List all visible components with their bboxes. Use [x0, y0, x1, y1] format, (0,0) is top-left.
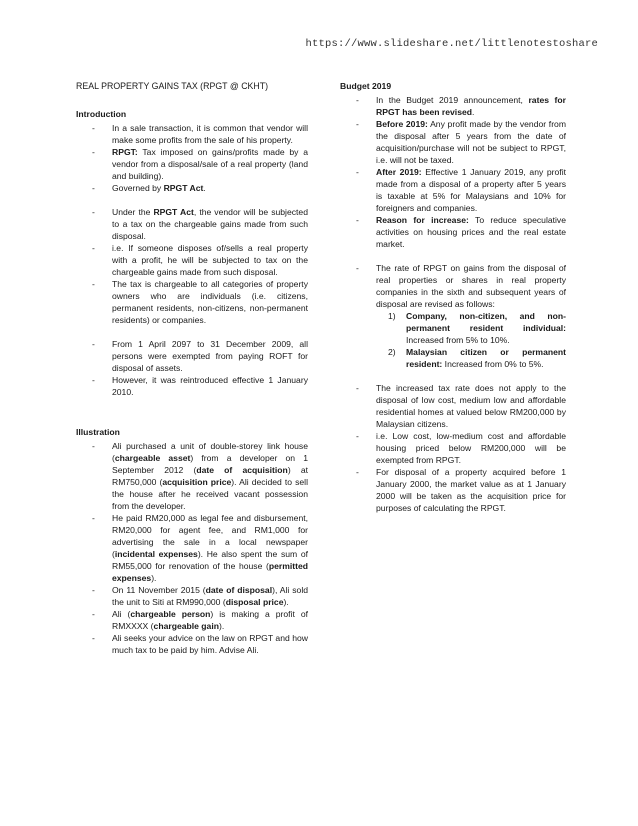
- list-item: - Before 2019: Any profit made by the vendor from the disposal after 5 years from the date of acquisition/purchase will not be subject to RPGT, i.e. will not be taxed.: [340, 118, 566, 166]
- illustration-heading: Illustration: [76, 427, 120, 437]
- rate-item: 1) Company, non-citizen, and non-permanent resident individual: Increased from 5% to 10%.: [388, 311, 566, 345]
- list-item: - He paid RM20,000 as legal fee and disbursement, RM20,000 for agent fee, and RM1,000 for advertising the sale in a local newspaper (incidental expenses). He also spent the sum of RM55,000 for renovation of the house (permitted expenses).: [76, 512, 308, 584]
- list-item: - From 1 April 2097 to 31 December 2009, all persons were exempted from paying ROFT for disposal of assets.: [76, 338, 308, 374]
- list-item: - In a sale transaction, it is common that vendor will make some profits from the sale of his property.: [76, 122, 308, 146]
- list-item: - However, it was reintroduced effective 1 January 2010.: [76, 374, 308, 398]
- spacer: [76, 326, 308, 338]
- list-item: - After 2019: Effective 1 January 2019, any profit made from a disposal of a property after 5 years is taxable at 5% for Malaysians and 10% for foreigners and companies.: [340, 166, 566, 214]
- budget-heading: Budget 2019: [340, 81, 392, 91]
- list-item: - RPGT: Tax imposed on gains/profits made by a vendor from a disposal/sale of a real property (land and building).: [76, 146, 308, 182]
- list-item: - Under the RPGT Act, the vendor will be subjected to a tax on the chargeable gains made from such disposal.: [76, 206, 308, 242]
- introduction-list: [76, 122, 308, 398]
- list-item: - Reason for increase: To reduce speculative activities on housing prices and the real estate market.: [340, 214, 566, 250]
- right-column: [340, 80, 566, 514]
- list-item: - Ali purchased a unit of double-storey link house (chargeable asset) from a developer on 1 September 2012 (date of acquisition) at RM750,000 (acquisition price). Ali decided to sell the house after he received vacant possession from the developer.: [76, 440, 308, 512]
- left-column: [76, 80, 308, 656]
- list-item: - On 11 November 2015 (date of disposal), Ali sold the unit to Siti at RM990,000 (disposal price).: [76, 584, 308, 608]
- budget-list: [340, 94, 566, 514]
- document-title: REAL PROPERTY GAINS TAX (RPGT @ CKHT): [76, 81, 269, 91]
- spacer: [340, 370, 566, 382]
- spacer: [76, 194, 308, 206]
- spacer: [340, 250, 566, 262]
- list-item: - The increased tax rate does not apply to the disposal of low cost, medium low and affordable residential homes at valued below RM200,000 by Malaysian citizens.: [340, 382, 566, 430]
- list-item: - For disposal of a property acquired before 1 January 2000, the market value as at 1 January 2000 will be taken as the acquisition price for purposes of calculating the RPGT.: [340, 466, 566, 514]
- list-item: - i.e. Low cost, low-medium cost and affordable housing priced below RM200,000 will be exempted from RPGT.: [340, 430, 566, 466]
- list-item: - The rate of RPGT on gains from the disposal of real properties or shares in real property companies in the sixth and subsequent years of disposal are revised as follows: 1) Company, non-citizen, and non-permanent resident individual: Increased from 5% to 10%. 2) Malaysian citizen or permanent resident: Increased from 0% to 5%.: [340, 262, 566, 370]
- rate-item: 2) Malaysian citizen or permanent resident: Increased from 0% to 5%.: [388, 347, 566, 369]
- list-item: - Ali seeks your advice on the law on RPGT and how much tax to be paid by him. Advise Ali.: [76, 632, 308, 656]
- rate-list: [376, 310, 566, 370]
- source-url: https://www.slideshare.net/littlenotestoshare: [305, 38, 598, 50]
- list-item: - Ali (chargeable person) is making a profit of RMXXXX (chargeable gain).: [76, 608, 308, 632]
- list-item: - i.e. If someone disposes of/sells a real property with a profit, he will be subjected to tax on the chargeable gains made from such disposal.: [76, 242, 308, 278]
- illustration-list: [76, 440, 308, 656]
- introduction-heading: Introduction: [76, 109, 127, 119]
- list-item: - Governed by RPGT Act.: [76, 182, 308, 194]
- list-item: - The tax is chargeable to all categories of property owners who are individuals (i.e. citizens, permanent residents, non-citizens, non-permanent residents) or companies.: [76, 278, 308, 326]
- list-item: - In the Budget 2019 announcement, rates for RPGT has been revised.: [340, 94, 566, 118]
